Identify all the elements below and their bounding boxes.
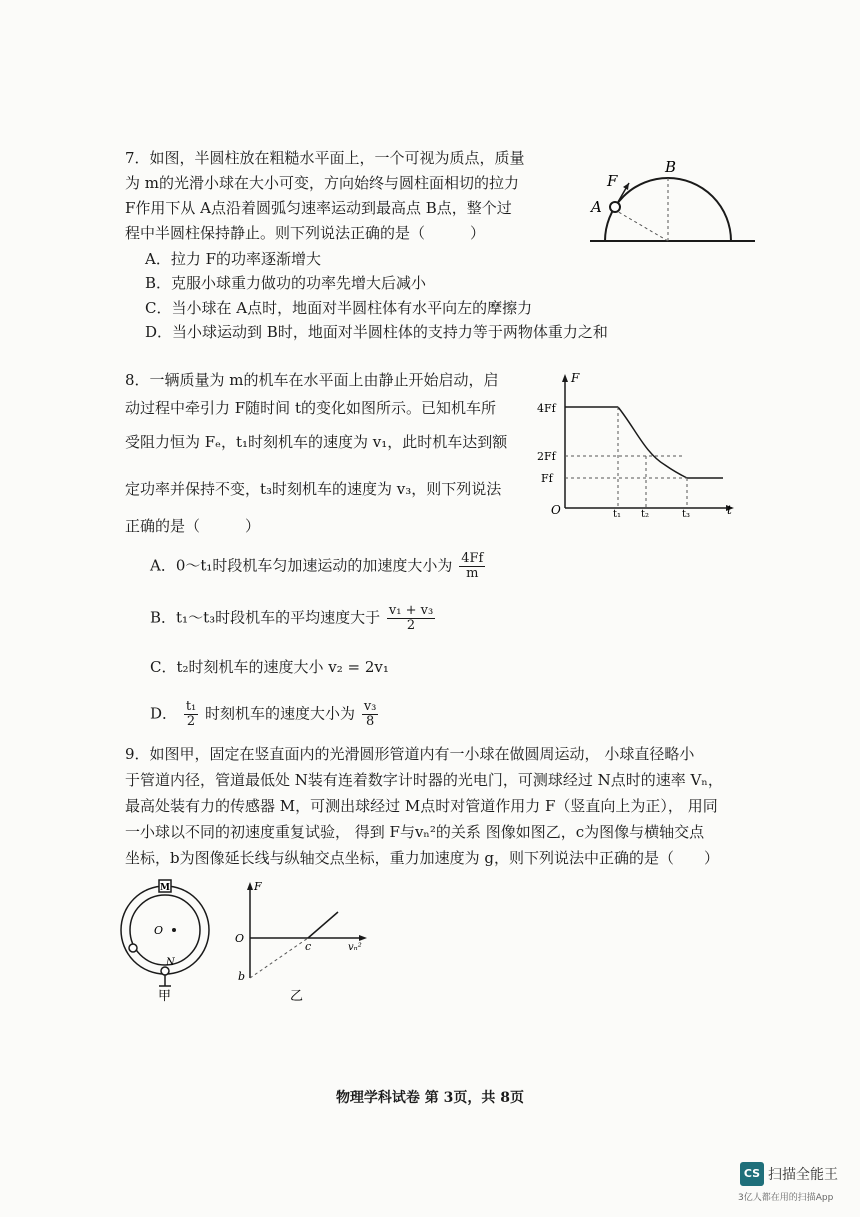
q8-option-a-den: m [466,566,479,581]
q8-force-time-graph [535,368,745,518]
q9-line-1: 9．如图甲，固定在竖直面内的光滑圆形管道内有一小球在做圆周运动， 小球直径略小 [125,745,695,763]
q8-option-c: C．t₂时刻机车的速度大小 v₂ = 2v₁ [150,658,389,676]
q7-option-d: D．当小球运动到 B时，地面对半圆柱体的支持力等于两物体重力之和 [145,323,608,341]
q8-option-a-num: 4Ff [461,551,484,566]
q9-pipe-label-o: O [154,924,164,937]
q8-option-d-den2: 8 [365,714,375,729]
q9-line-5: 坐标，b为图像延长线与纵轴交点坐标，重力加速度为 g，则下列说法中正确的是（ ） [125,849,719,867]
q8-line-3: 受阻力恒为 Fₑ，t₁时刻机车的速度为 v₁，此时机车达到额 [125,433,508,451]
q7-line-3: F作用下从 A点沿着圆弧匀速率运动到最高点 B点，整个过 [125,199,512,217]
q7-option-a: A．拉力 F的功率逐渐增大 [145,250,322,268]
q8-option-d-num1: t₁ [185,699,197,714]
q8-option-d-num2: v₃ [363,699,377,714]
page-footer: 物理学科试卷 第 3页，共 8页 [335,1090,525,1106]
q9-line-2: 于管道内径，管道最低处 N装有连着数字计时器的光电门，可测球经过 N点时的速率 Vₙ， [125,771,723,789]
q8-option-b-text: B．t₁～t₃时段机车的平均速度大于 [150,608,381,627]
q8-graph-axis-x: t [727,503,732,517]
q9-graph-label-b: b [238,970,246,983]
q7-label-a: A [591,198,602,216]
q7-label-f: F [607,172,618,190]
q8-option-a [150,552,487,581]
q8-graph-ytick-ff: Ff [541,472,553,485]
q7-option-b: B．克服小球重力做功的功率先增大后减小 [145,274,427,292]
q9-line-4: 一小球以不同的初速度重复试验， 得到 F与vₙ²的关系 图像如图乙，c为图像与横轴交点 [125,823,705,841]
q8-option-d-den1: 2 [186,714,196,729]
q9-pipe-label-m: M [160,883,170,893]
q8-line-5: 正确的是（ ） [125,517,261,535]
q7-semicircle-figure [585,150,765,250]
camscanner-tagline: 3亿人都在用的扫描App [738,1193,834,1203]
q8-graph-axis-y: F [571,371,580,385]
q9-graph-origin: O [235,932,245,945]
q8-graph-origin: O [551,503,561,517]
q8-option-d [150,700,380,729]
q9-graph-caption: 乙 [290,989,304,1004]
q8-graph-xtick-t1: t₁ [613,509,622,518]
q7-option-c: C．当小球在 A点时，地面对半圆柱体有水平向左的摩擦力 [145,299,533,317]
q8-option-d-text: 时刻机车的速度大小为 [205,704,356,723]
q8-graph-ytick-4ff: 4Ff [537,402,556,415]
q8-graph-xtick-t2: t₂ [641,509,650,518]
camscanner-logo-icon: CS [740,1162,764,1186]
q7-line-1: 7．如图，半圆柱放在粗糙水平面上，一个可视为质点，质量 [125,149,525,167]
q9-graph-label-c: c [305,940,312,953]
q8-option-b [150,604,437,633]
q9-line-3: 最高处装有力的传感器 M，可测出球经过 M点时对管道作用力 F（竖直向上为正）， 用同 [125,797,718,815]
q8-option-a-text: A．0～t₁时段机车匀加速运动的加速度大小为 [150,556,453,575]
q8-option-a-fraction [459,552,485,581]
q9-pipe-figure [118,868,218,1008]
q8-line-1: 8．一辆质量为 m的机车在水平面上由静止开始启动，启 [125,371,499,389]
q8-line-4: 定功率并保持不变，t₃时刻机车的速度为 v₃，则下列说法 [125,480,502,498]
q8-line-2: 动过程中牵引力 F随时间 t的变化如图所示。已知机车所 [125,399,496,417]
camscanner-brand-name: 扫描全能王 [768,1167,838,1183]
q8-option-b-num: v₁ + v₃ [388,603,434,618]
q9-pipe-label-n: N [166,957,175,968]
q7-line-2: 为 m的光滑小球在大小可变，方向始终与圆柱面相切的拉力 [125,174,519,192]
q7-line-4: 程中半圆柱保持静止。则下列说法正确的是（ ） [125,224,486,242]
q9-f-vn2-graph [228,868,368,1008]
q9-graph-axis-f: F [254,880,262,893]
q7-label-b: B [665,158,677,176]
q8-graph-xtick-t3: t₃ [682,509,691,518]
q8-option-d-fraction-1 [184,700,198,729]
q8-option-d-prefix: D． [150,704,178,723]
q8-option-b-den: 2 [406,618,416,633]
q9-pipe-caption: 甲 [158,989,172,1004]
q8-option-b-fraction [387,604,435,633]
q8-graph-ytick-2ff: 2Ff [537,450,556,463]
q8-option-d-fraction-2 [362,700,379,729]
q9-graph-axis-x: vₙ² [348,942,362,953]
